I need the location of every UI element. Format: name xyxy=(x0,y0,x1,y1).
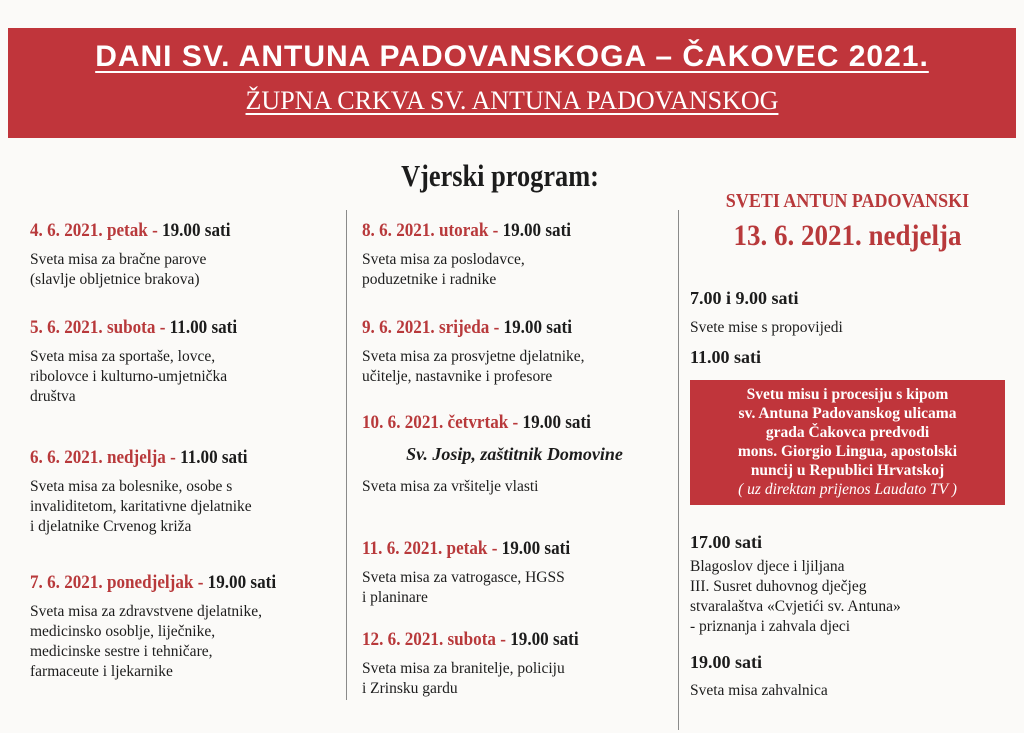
entry-date: 4. 6. 2021. petak xyxy=(30,220,148,241)
schedule-entry: 5. 6. 2021. subota - 11.00 sati Sveta misa za sportaše, lovce, ribolovce i kulturno-umjetnička društva xyxy=(30,317,335,407)
feast-title: SVETI ANTUN PADOVANSKI xyxy=(725,190,970,212)
entry-time: 11.00 sati xyxy=(169,317,238,338)
entry-date: 10. 6. 2021. četvrtak xyxy=(362,412,509,433)
entry-date: 12. 6. 2021. subota xyxy=(362,629,496,650)
entry-time: 19.00 sati xyxy=(510,629,579,650)
schedule-entry: 6. 6. 2021. nedjelja - 11.00 sati Sveta misa za bolesnike, osobe s invaliditetom, karitativne djelatnike i djelatnike Crvenog križa xyxy=(30,447,335,537)
schedule-entry: 8. 6. 2021. utorak - 19.00 sati Sveta misa za poslodavce, poduzetnike i radnike xyxy=(362,220,667,290)
schedule-entry xyxy=(690,652,1005,701)
entry-time: 19.00 sati xyxy=(502,220,572,241)
entry-date: 6. 6. 2021. nedjelja xyxy=(30,447,166,468)
entry-time: 19.00 sati xyxy=(162,220,231,241)
schedule-entry xyxy=(690,347,1005,368)
entry-time: 19.00 sati xyxy=(690,652,762,672)
entry-description: Sveta misa za prosvjetne djelatnike, učitelje, nastavnike i profesore xyxy=(362,348,585,385)
entry-description: Sveta misa za bolesnike, osobe s invaliditetom, karitativne djelatnike i djelatnike Crvenog križa xyxy=(30,478,252,535)
schedule-entry xyxy=(690,532,1005,637)
entry-description: Sveta misa za bračne parove (slavlje obljetnice brakova) xyxy=(30,251,207,288)
entry-description: Sveta misa za sportaše, lovce, ribolovce i kulturno-umjetnička društva xyxy=(30,348,228,405)
entry-time: 19.00 sati xyxy=(207,572,277,593)
feast-date: 13. 6. 2021. nedjelja xyxy=(733,219,962,252)
procession-notice: Svetu misu i procesiju s kipom sv. Antuna Padovanskog ulicama grada Čakovca predvodi mons. Giorgio Lingua, apostolski nuncij u Republici Hrvatskoj ( uz direktan prijenos Laudato TV ) xyxy=(690,380,1005,505)
entry-description: Blagoslov djece i ljiljana III. Susret duhovnog dječjeg stvaralaštva «Cvjetići sv. Antuna» - priznanja i zahvala djeci xyxy=(690,558,901,635)
church-subtitle: ŽUPNA CRKVA SV. ANTUNA PADOVANSKOG xyxy=(245,86,779,115)
saint-dedication: Sv. Josip, zaštitnik Domovine xyxy=(406,444,623,464)
entry-description: Sveta misa za branitelje, policiju i Zrinsku gardu xyxy=(362,660,565,697)
schedule-entry: 10. 6. 2021. četvrtak - 19.00 sati Sv. Josip, zaštitnik Domovine Sveta misa za vršitelje vlasti xyxy=(362,412,667,497)
broadcast-note: ( uz direktan prijenos Laudato TV ) xyxy=(738,481,957,498)
column-divider xyxy=(678,210,679,730)
entry-description: Sveta misa za vršitelje vlasti xyxy=(362,478,539,495)
entry-date: 7. 6. 2021. ponedjeljak xyxy=(30,572,194,593)
schedule-entry xyxy=(690,288,1005,338)
entry-description: Svete mise s propovijedi xyxy=(690,319,843,336)
entry-date: 5. 6. 2021. subota xyxy=(30,317,156,338)
entry-date: 8. 6. 2021. utorak xyxy=(362,220,489,241)
entry-time: 7.00 i 9.00 sati xyxy=(690,288,799,308)
entry-description: Sveta misa za zdravstvene djelatnike, medicinsko osoblje, liječnike, medicinske sestre i tehničare, farmaceute i ljekarnike xyxy=(30,603,262,680)
entry-time: 19.00 sati xyxy=(522,412,591,433)
entry-description: Sveta misa za vatrogasce, HGSS i planinare xyxy=(362,569,565,606)
entry-time: 17.00 sati xyxy=(690,532,762,552)
entry-time: 11.00 sati xyxy=(690,347,762,367)
entry-date: 9. 6. 2021. srijeda xyxy=(362,317,490,338)
schedule-entry: 12. 6. 2021. subota - 19.00 sati Sveta misa za branitelje, policiju i Zrinsku gardu xyxy=(362,629,667,699)
schedule-entry: 9. 6. 2021. srijeda - 19.00 sati Sveta misa za prosvjetne djelatnike, učitelje, nastavnike i profesore xyxy=(362,317,667,387)
entry-time: 19.00 sati xyxy=(503,317,572,338)
entry-description: Sveta misa zahvalnica xyxy=(690,682,828,699)
event-title: DANI SV. ANTUNA PADOVANSKOGA – ČAKOVEC 2021. xyxy=(95,40,929,73)
title-banner xyxy=(8,28,1016,138)
schedule-entry: 7. 6. 2021. ponedjeljak - 19.00 sati Sveta misa za zdravstvene djelatnike, medicinsko osoblje, liječnike, medicinske sestre i tehničare, farmaceute i ljekarnike xyxy=(30,572,335,682)
entry-description: Sveta misa za poslodavce, poduzetnike i radnike xyxy=(362,251,525,288)
entry-time: 11.00 sati xyxy=(180,447,248,468)
program-heading: Vjerski program: xyxy=(401,158,599,193)
schedule-entry: 11. 6. 2021. petak - 19.00 sati Sveta misa za vatrogasce, HGSS i planinare xyxy=(362,538,667,608)
schedule-entry: 4. 6. 2021. petak - 19.00 sati Sveta misa za bračne parove (slavlje obljetnice brakova) xyxy=(30,220,335,290)
entry-time: 19.00 sati xyxy=(501,538,571,559)
column-divider xyxy=(346,210,347,700)
entry-date: 11. 6. 2021. petak xyxy=(362,538,488,559)
